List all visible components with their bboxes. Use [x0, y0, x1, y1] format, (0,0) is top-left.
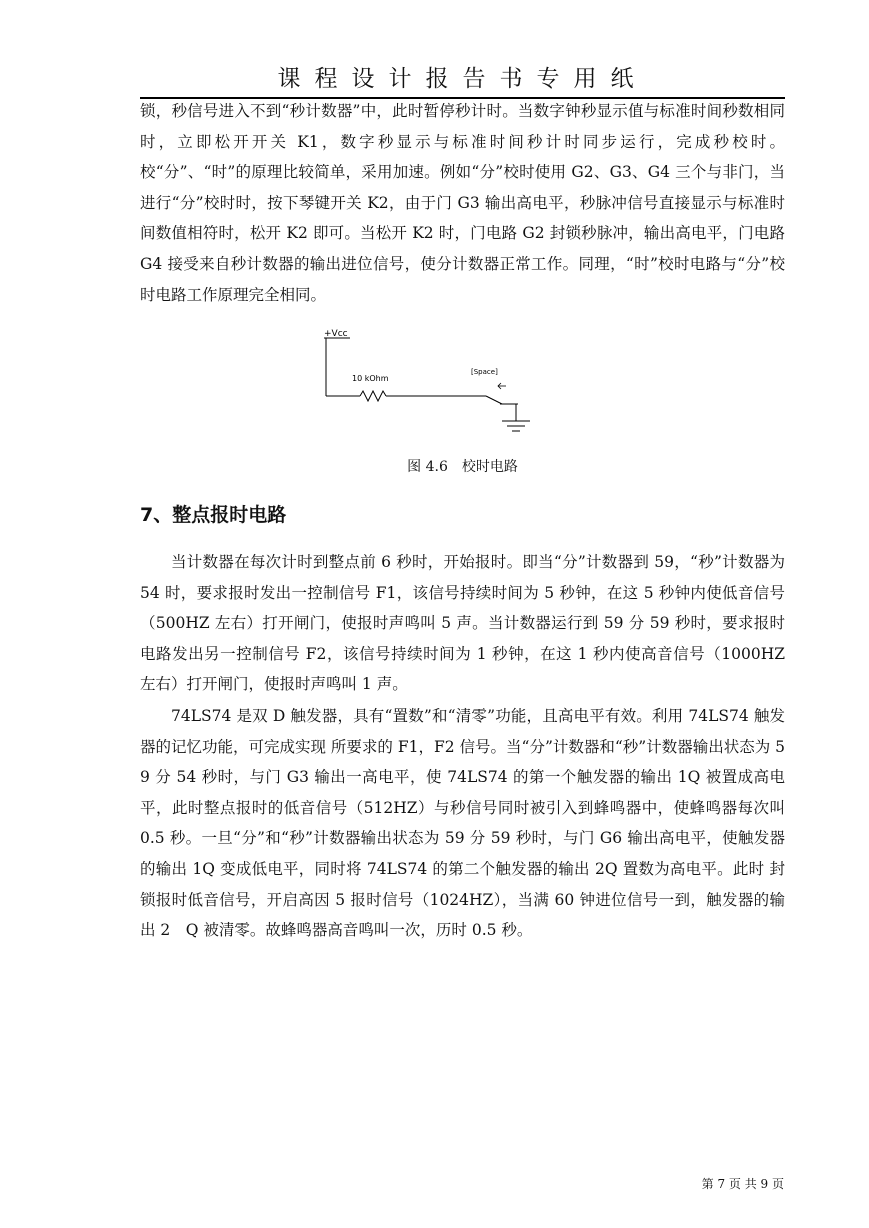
page-number: 第 7 页 共 9 页 [701, 1177, 784, 1191]
paragraph-calibration: 锁，秒信号进入不到“秒计数器”中，此时暂停秒计时。当数字钟秒显示值与标准时间秒数相同时，立即松开开关 K1，数字秒显示与标准时间秒计时同步运行，完成秒校时。校“分”、“时”的原理比较简单，采用加速。例如“分”校时使用 G2、G3、G4 三个与非门，当进行“分”校时时，按下琴键开关 K2，由于门 G3 输出高电平，秒脉冲信号直接显示与标准时间数值相符时，松开 K2 即可。当松开 K2 时，门电路 G2 封锁秒脉冲，输出高电平，门电路 G4 接受来自秒计数器的输出进位信号，使分计数器正常工作。同理，“时”校时电路与“分”校时电路工作原理完全相同。 [140, 102, 785, 304]
resistor-label: 10 kOhm [352, 374, 389, 383]
section-heading: 7、整点报时电路 [140, 504, 287, 526]
figure-caption: 图 4.6 校时电路 [407, 459, 518, 475]
paragraph-74ls74: 74LS74 是双 D 触发器，具有“置数”和“清零”功能，且高电平有效。利用 74LS74 触发器的记忆功能，可完成实现 所要求的 F1，F2 信号。当“分”计数器和“秒”计数器输出状态为 59 分 54 秒时，与门 G3 输出一高电平，使 74LS74 的第一个触发器的输出 1Q 被置成高电平，此时整点报时的低音信号（512HZ）与秒信号同时被引入到蜂鸣器中，使蜂鸣器每次叫 0.5 秒。一旦“分”和“秒”计数器输出状态为 59 分 59 秒时，与门 G6 输出高电平，使触发器的输出 1Q 变成低电平，同时将 74LS74 的第二个触发器的输出 2Q 置数为高电平。此时 封锁报时低音信号，开启高因 5 报时信号（1024HZ），当满 60 钟进位信号一到，触发器的输出 2 Q 被清零。故蜂鸣器高音鸣叫一次，历时 0.5 秒。 [140, 707, 786, 940]
paragraph-hourly-chime: 当计数器在每次计时到整点前 6 秒时，开始报时。即当“分”计数器到 59，“秒”计数器为 54 时，要求报时发出一控制信号 F1，该信号持续时间为 5 秒钟，在这 5 秒钟内使低音信号（500HZ 左右）打开闸门，使报时声鸣叫 5 声。当计数器运行到 59 分 59 秒时，要求报时电路发出另一控制信号 F2，该信号持续时间为 1 秒钟，在这 1 秒内使高音信号（1000HZ 左右）打开闸门，使报时声鸣叫 1 声。 [140, 553, 785, 694]
switch-key-label: [Space] [471, 368, 498, 376]
switch-blade [486, 396, 502, 404]
calibration-circuit-diagram [320, 320, 540, 445]
vcc-label: +Vcc [324, 329, 348, 339]
resistor-symbol [360, 391, 386, 401]
page-header-title: 课程设计报告书专用纸 [140, 60, 785, 99]
